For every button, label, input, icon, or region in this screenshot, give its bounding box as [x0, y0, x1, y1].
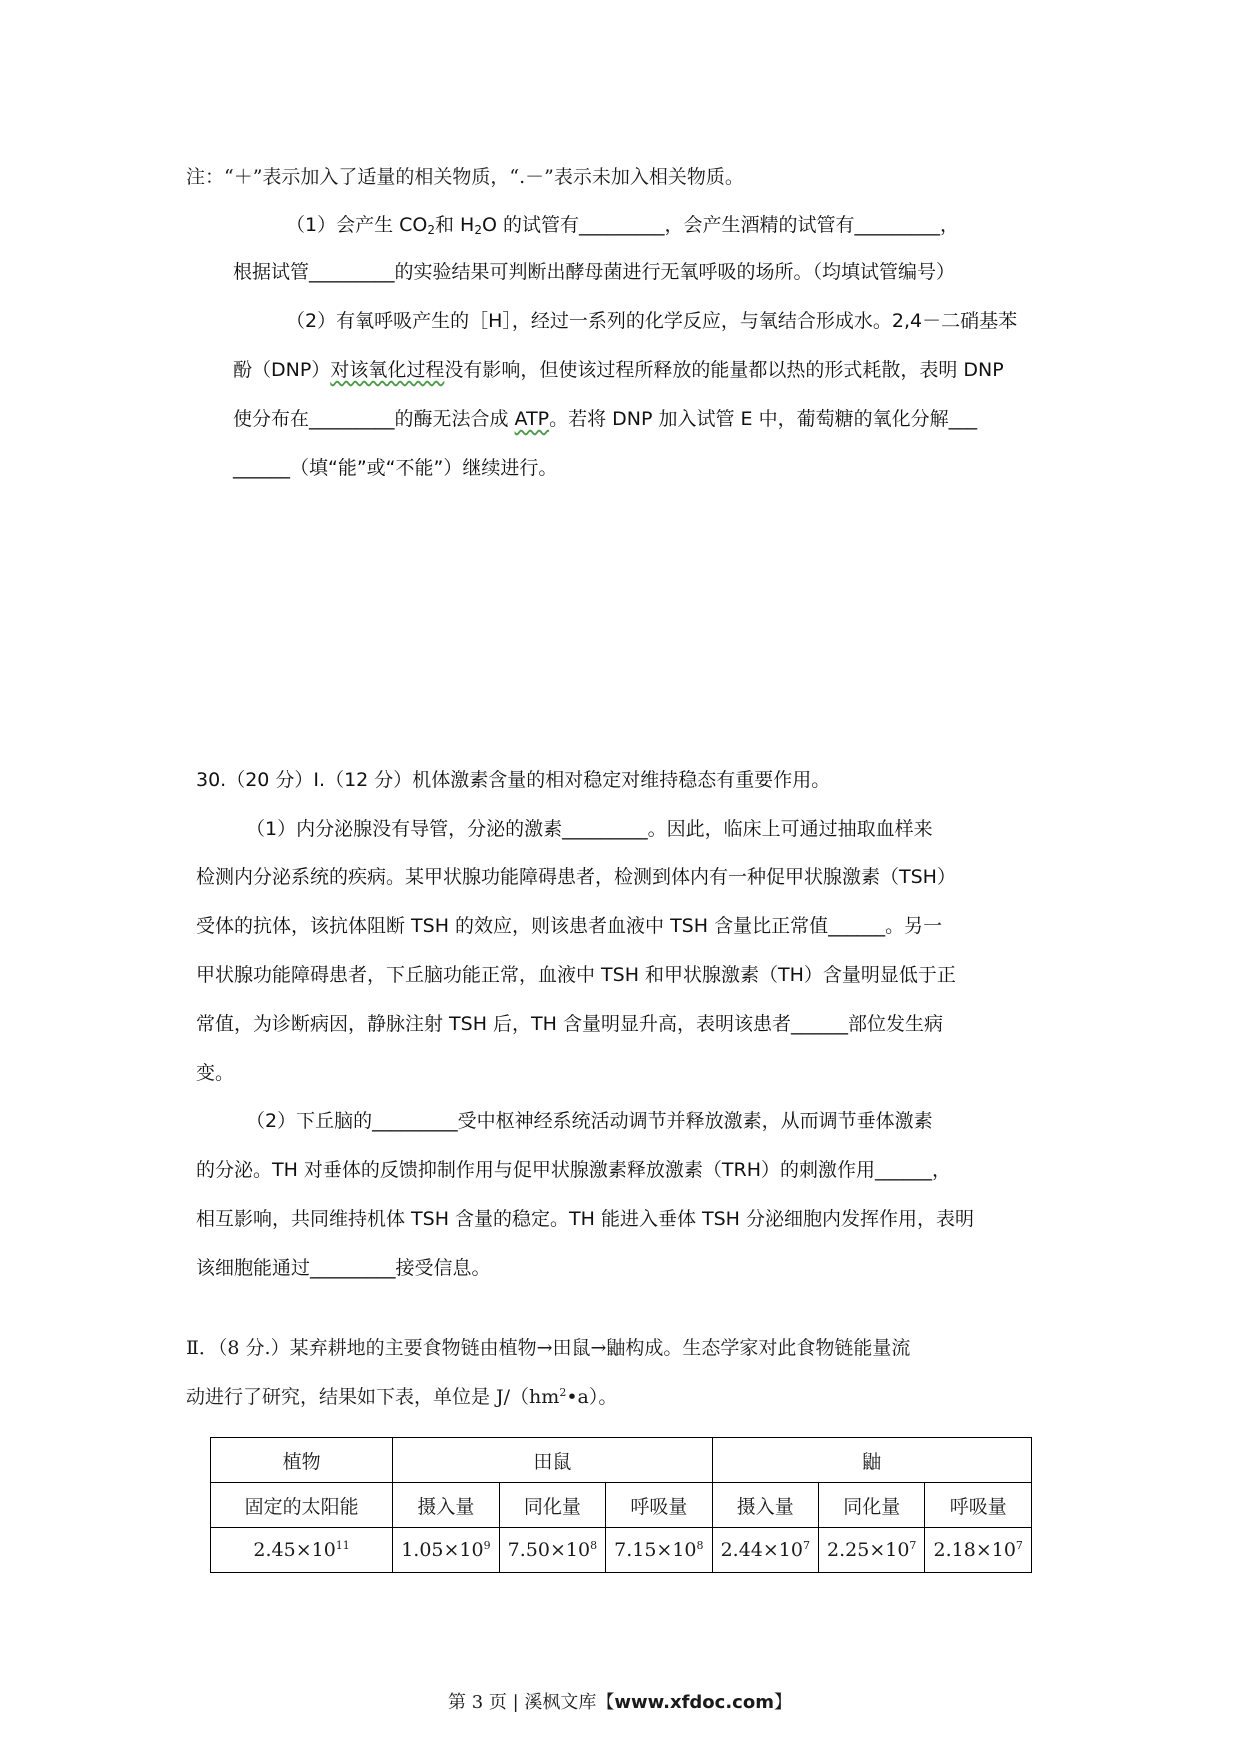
cell-base: 2.44×10 [720, 1539, 803, 1561]
cell-exponent: 8 [590, 1539, 598, 1552]
header-mouse: 田鼠 [393, 1438, 712, 1483]
subscript-2: 2 [474, 223, 482, 237]
subheader-mouse-assimilation: 同化量 [499, 1483, 605, 1528]
part2-text-a: 动进行了研究，结果如下表，单位是 J/（hm [186, 1386, 560, 1408]
table-cell [925, 1528, 1032, 1573]
q2-text-b: 没有影响，但使该过程所释放的能量都以热的形式耗散，表明 DNP [444, 359, 1004, 381]
subscript-2: 2 [427, 223, 435, 237]
table-cell [499, 1528, 605, 1573]
cell-exponent: 8 [696, 1539, 704, 1552]
cell-exponent: 7 [802, 1539, 810, 1552]
subheader-weasel-intake: 摄入量 [712, 1483, 818, 1528]
part-2-line-1: Ⅱ．（8 分.）某弃耕地的主要食物链由植物→田鼠→鼬构成。生态学家对此食物链能量流 [186, 1337, 911, 1359]
subheader-mouse-intake: 摄入量 [393, 1483, 499, 1528]
q30-p2-line-1: （2）下丘脑的_________受中枢神经系统活动调节并释放激素，从而调节垂体激素 [246, 1110, 933, 1132]
cell-base: 2.18×10 [933, 1539, 1016, 1561]
q30-p1-line-6: 变。 [196, 1062, 235, 1084]
cell-base: 1.05×10 [401, 1539, 484, 1561]
cell-exponent: 7 [909, 1539, 917, 1552]
cell-base: 7.15×10 [614, 1539, 697, 1561]
footer-site: www.xfdoc.com [614, 1692, 774, 1713]
question-30-header: 30.（20 分）Ⅰ.（12 分）机体激素含量的相对稳定对维持稳态有重要作用。 [196, 769, 831, 791]
q30-p2-line-4: 该细胞能通过_________接受信息。 [196, 1257, 491, 1279]
question-1-line-1 [286, 216, 959, 236]
footer-close: 】 [773, 1692, 792, 1713]
table-note: 注：“＋”表示加入了适量的相关物质，“.－”表示未加入相关物质。 [186, 166, 744, 188]
subheader-weasel-assimilation: 同化量 [819, 1483, 925, 1528]
question-1-line-2: 根据试管_________的实验结果可判断出酵母菌进行无氧呼吸的场所。（均填试管编号） [233, 261, 956, 283]
question-2-line-3 [233, 410, 977, 429]
header-weasel: 鼬 [712, 1438, 1031, 1483]
subheader-mouse-respiration: 呼吸量 [606, 1483, 712, 1528]
question-2-line-4: ______（填“能”或“不能”）继续进行。 [233, 457, 558, 479]
q30-p2-line-3: 相互影响，共同维持机体 TSH 含量的稳定。TH 能进入垂体 TSH 分泌细胞内发挥作用，表明 [196, 1208, 975, 1230]
part-2-line-2 [186, 1387, 617, 1407]
q1-text-b: 和 H [435, 214, 475, 236]
cell-base: 2.45×10 [253, 1539, 336, 1561]
q2-text-a: 酚（DNP） [233, 359, 331, 381]
subheader-weasel-respiration: 呼吸量 [925, 1483, 1032, 1528]
q2-text-d: 。若将 DNP 加入试管 E 中，葡萄糖的氧化分解___ [549, 408, 978, 430]
q30-p1-line-2: 检测内分泌系统的疾病。某甲状腺功能障碍患者，检测到体内有一种促甲状腺激素（TSH） [196, 866, 956, 888]
q30-p1-line-1: （1）内分泌腺没有导管，分泌的激素_________。因此，临床上可通过抽取血样来 [246, 818, 933, 840]
table-row [211, 1528, 1032, 1573]
cell-exponent: 11 [335, 1539, 350, 1552]
table-header-row [211, 1438, 1032, 1483]
page-footer [0, 1688, 1240, 1714]
q1-text-c: O 的试管有_________，会产生酒精的试管有_________， [481, 214, 959, 236]
superscript-2: 2 [559, 1386, 567, 1399]
q30-p1-line-3: 受体的抗体，该抗体阻断 TSH 的效应，则该患者血液中 TSH 含量比正常值______。另一 [196, 915, 943, 937]
cell-base: 7.50×10 [507, 1539, 591, 1561]
header-plant: 植物 [211, 1438, 393, 1483]
atp-text: ATP [514, 408, 550, 430]
table-cell [712, 1528, 818, 1573]
question-2-line-1: （2）有氧呼吸产生的［H］，经过一系列的化学反应，与氧结合形成水。2,4－二硝基苯 [286, 310, 1018, 332]
table-cell [819, 1528, 925, 1573]
cell-exponent: 7 [1015, 1539, 1023, 1552]
q30-p2-line-2: 的分泌。TH 对垂体的反馈抑制作用与促甲状腺激素释放激素（TRH）的刺激作用______， [196, 1159, 952, 1181]
q30-p1-line-5: 常值，为诊断病因，静脉注射 TSH 后，TH 含量明显升高，表明该患者______部位发生病 [196, 1013, 943, 1035]
table-subheader-row [211, 1483, 1032, 1528]
table-cell [393, 1528, 499, 1573]
question-2-line-2 [233, 361, 1004, 380]
cell-base: 2.25×10 [827, 1539, 910, 1561]
part2-text-b: •a）。 [566, 1386, 618, 1408]
table-cell [606, 1528, 712, 1573]
footer-text: 第 3 页 | 溪枫文库【 [448, 1692, 615, 1713]
q30-p1-line-4: 甲状腺功能障碍患者，下丘脑功能正常，血液中 TSH 和甲状腺激素（TH）含量明显低于正 [196, 964, 956, 986]
table-cell [211, 1528, 393, 1573]
q2-text-c: 使分布在_________的酶无法合成 [233, 408, 515, 430]
wavy-underlined-text: 对该氧化过程 [330, 359, 445, 381]
cell-exponent: 9 [483, 1539, 491, 1552]
energy-flow-table [210, 1437, 1032, 1573]
subheader-solar-energy: 固定的太阳能 [211, 1483, 393, 1528]
q1-text-a: （1）会产生 CO [286, 214, 428, 236]
